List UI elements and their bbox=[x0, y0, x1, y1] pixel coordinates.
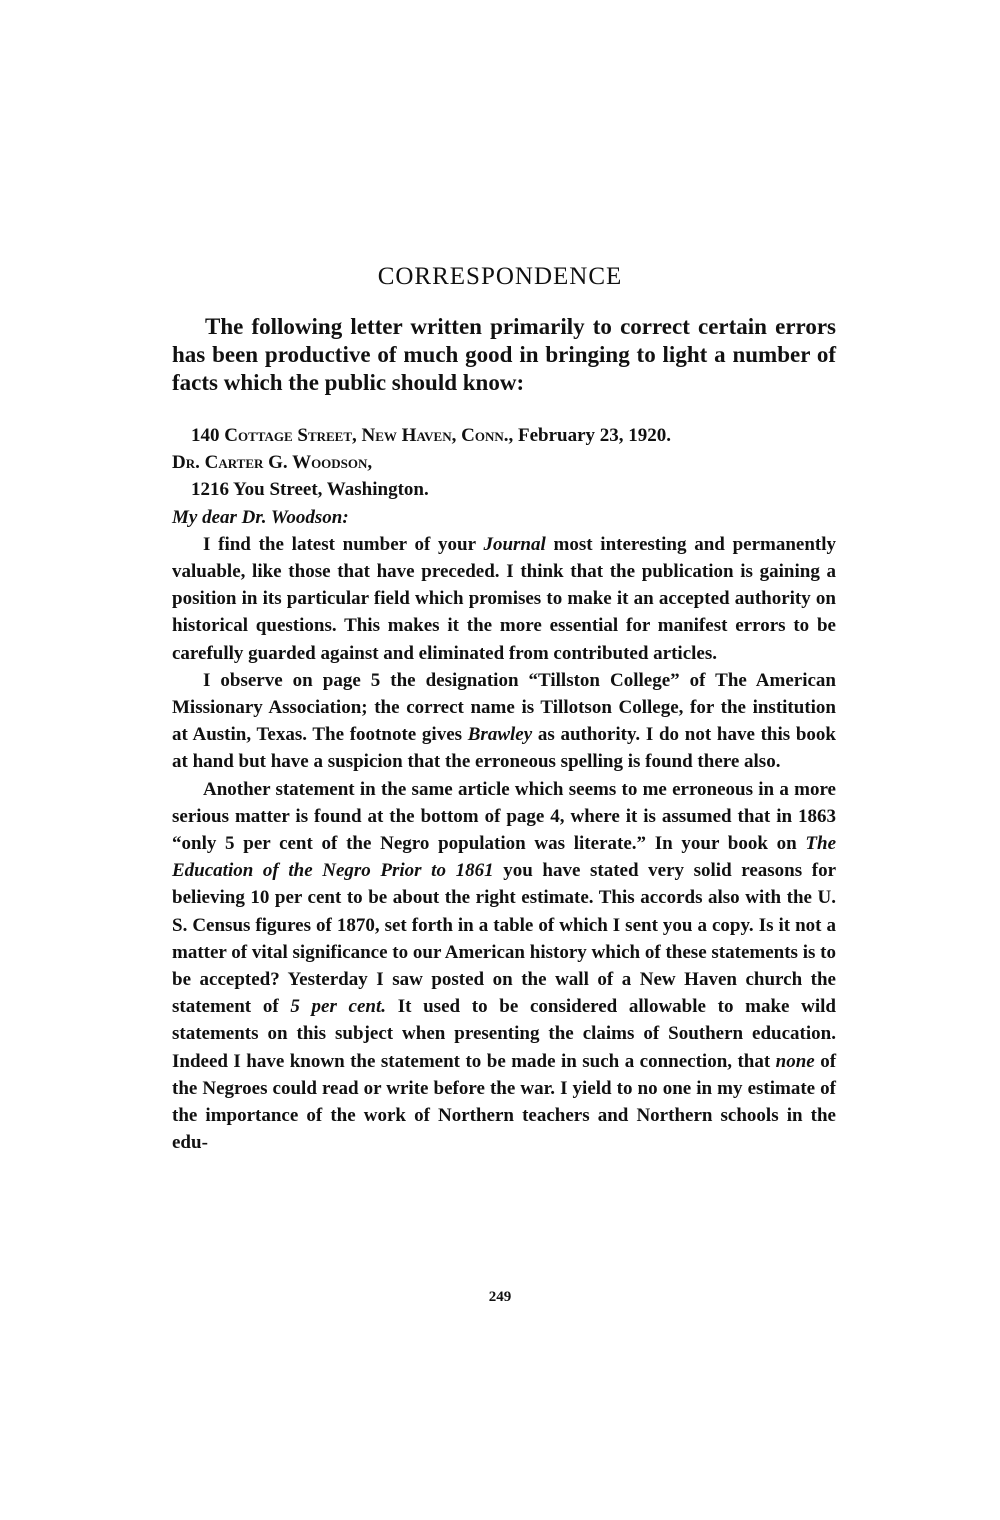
state-name: Conn. bbox=[461, 425, 509, 446]
city-name: New Haven bbox=[361, 425, 452, 446]
text-run: most interesting and permanently valuable, like those that have preceded. I think that the publication is gaining a position in its particular field which promises to make it an accepted authority on historical questions. This makes it the more essential for manifest errors to be carefully guarded against and eliminated from contributed articles. bbox=[172, 533, 837, 664]
text-run: It used to be considered allowable to make wild statements on this subject when presenting the claims of Southern education. Indeed I have known the statement to be made in such a connection, that bbox=[172, 996, 837, 1072]
book-author: Brawley bbox=[467, 724, 533, 746]
recipient-name: Dr. Carter G. Woodson, bbox=[172, 452, 373, 474]
text-run: as authority. I do not have this book at hand but have a suspicion that the erroneous spelling is found there also. bbox=[172, 724, 837, 773]
page-number: 249 bbox=[488, 1289, 512, 1305]
text-run: you have stated very solid reasons for believing 10 per cent to be about the right estimate. This accords also with the U. S. Census figures of 1870, set forth in a table of which I sent you a copy. Is it not a matter of vital significance to our American history which of these statements is to be accepted? Yesterday I saw posted on the wall of a New Haven church the statement of bbox=[172, 860, 837, 1018]
emphasis-statement: 5 per cent. bbox=[290, 996, 387, 1018]
sender-address-line: 140 Cottage Street, New Haven, Conn., February 23, 1920. bbox=[191, 425, 672, 446]
book-title: The Education of the Negro Prior to 1861 bbox=[172, 833, 836, 882]
letter-paragraph-1 bbox=[172, 531, 836, 667]
recipient-address: 1216 You Street, Washington. bbox=[191, 479, 429, 501]
text-run: Another statement in the same article which seems to me erroneous in a more serious matter is found at the bottom of page 4, where it is assumed that in 1863 “only 5 per cent of the Negro population was literate.” In your book on bbox=[172, 778, 836, 855]
text-run: I observe on page 5 the designation “Tillston College” of The American Missionary Association; the correct name is Tillotson College, for the institution at Austin, Texas. The footnote gives bbox=[172, 669, 836, 746]
letter-date: February 23, 1920. bbox=[517, 425, 672, 446]
journal-title: Journal bbox=[483, 533, 546, 555]
letter-paragraph-2 bbox=[172, 667, 836, 776]
emphasis-word: none bbox=[775, 1050, 815, 1072]
text-run: of the Negroes could read or write before the war. I yield to no one in my estimate of the importance of the work of Northern teachers and Northern schools in the edu- bbox=[172, 1050, 837, 1154]
intro-paragraph: The following letter written primarily to correct certain errors has been productive of much good in bringing to light a number of facts which the public should know: bbox=[172, 314, 836, 395]
text-run: I find the latest number of your bbox=[203, 533, 476, 555]
street-number: 140 bbox=[191, 425, 220, 446]
letter-paragraph-3 bbox=[172, 776, 836, 1157]
salutation: My dear Dr. Woodson: bbox=[172, 506, 349, 528]
street-name: Cottage Street bbox=[224, 425, 353, 446]
section-heading: CORRESPONDENCE bbox=[377, 263, 623, 290]
letter-body bbox=[172, 422, 836, 1156]
